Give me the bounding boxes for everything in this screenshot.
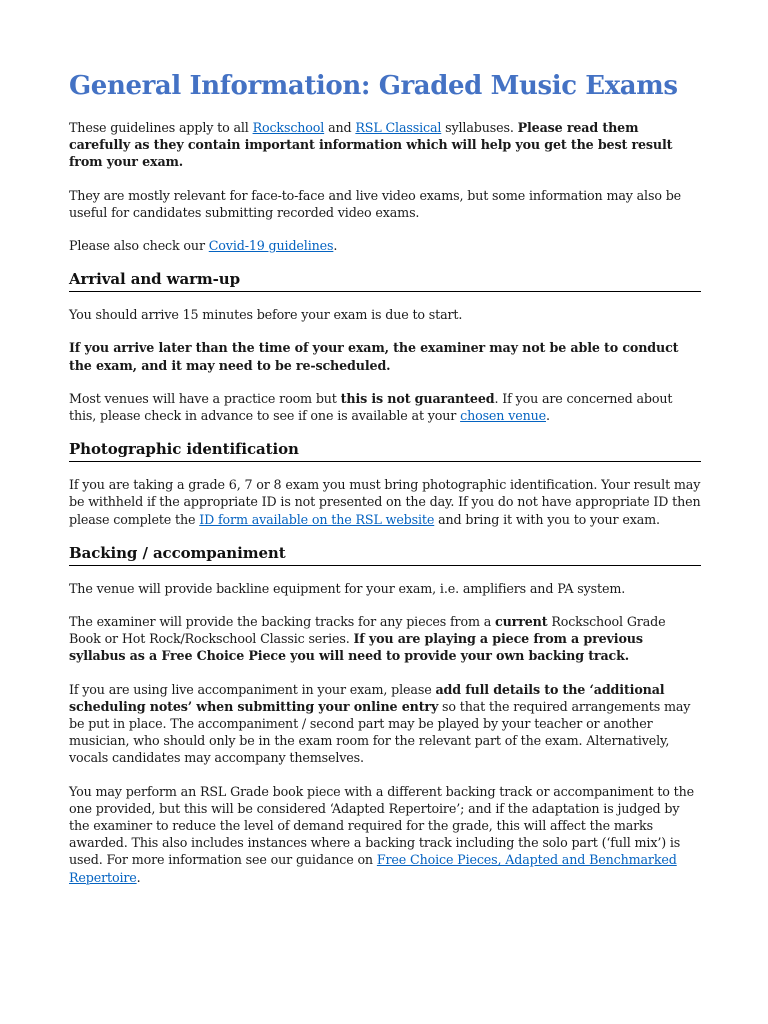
rsl-classical-link[interactable]: RSL Classical bbox=[355, 120, 442, 135]
section-heading-backing: Backing / accompaniment bbox=[69, 544, 701, 566]
text-run: . bbox=[136, 869, 141, 885]
text-run: The examiner will provide the backing tracks for any pieces from a bbox=[69, 614, 496, 630]
backing-paragraph-2 bbox=[69, 613, 701, 665]
bold-text: this is not guaranteed bbox=[340, 390, 495, 406]
text-run: . bbox=[545, 408, 550, 424]
bold-text: Please read them carefully as they contain important information which will help you get the best result from your exam. bbox=[69, 120, 673, 170]
text-run: Please also check our bbox=[69, 238, 209, 254]
section-heading-photo-id: Photographic identification bbox=[69, 440, 701, 462]
bold-text: current bbox=[495, 614, 548, 630]
backing-paragraph-3 bbox=[69, 681, 701, 767]
text-run: Rockschool Grade Book or Hot Rock/Rockschool Classic series. bbox=[69, 614, 666, 647]
backing-paragraph-4 bbox=[69, 783, 701, 886]
document-title: General Information: Graded Music Exams bbox=[69, 71, 678, 101]
text-run: If you are taking a grade 6, 7 or 8 exam you must bring photographic identification. Your result may be withheld if the appropriate ID is not presented on the day. If you do not have appropriate ID then please complete the bbox=[69, 477, 701, 527]
text-run: and bbox=[324, 120, 356, 135]
arrival-paragraph-3 bbox=[69, 390, 701, 424]
backing-paragraph-1: The venue will provide backline equipment for your exam, i.e. amplifiers and PA system. bbox=[69, 580, 626, 596]
text-run: syllabuses. bbox=[441, 120, 518, 135]
text-run: Most venues will have a practice room but bbox=[69, 390, 341, 406]
intro-paragraph-1 bbox=[69, 119, 701, 171]
text-run: You may perform an RSL Grade book piece with a different backing track or accompaniment to the one provided, but this will be considered ‘Adapted Repertoire’; and if the adaptation is judged by the examiner to reduce the level of demand required for the grade, this will affect the marks awarded. This also includes instances where a backing track including the solo part (‘full mix’) is used. For more information see our guidance on bbox=[69, 783, 695, 868]
text-run: and bring it with you to your exam. bbox=[434, 511, 660, 527]
bold-text: If you arrive later than the time of your exam, the examiner may not be able to conduct the exam, and it may need to be re-scheduled. bbox=[69, 340, 679, 373]
intro-paragraph-2: They are mostly relevant for face-to-face and live video exams, but some information may also be useful for candidates submitting recorded video exams. bbox=[69, 187, 682, 220]
covid-guidelines-link[interactable]: Covid-19 guidelines bbox=[208, 238, 334, 254]
free-choice-pieces-link[interactable]: Free Choice Pieces, Adapted and Benchmarked Repertoire bbox=[69, 852, 677, 885]
photo-id-paragraph-1 bbox=[69, 476, 701, 528]
bold-text: add full details to the ‘additional scheduling notes’ when submitting your online entry bbox=[69, 681, 665, 714]
arrival-paragraph-2 bbox=[69, 339, 701, 373]
intro-paragraph-3 bbox=[69, 237, 701, 254]
text-run: so that the required arrangements may be put in place. The accompaniment / second part may be played by your teacher or another musician, who should only be in the exam room for the relevant part of the exam. Alternatively, vocals candidates may accompany themselves. bbox=[69, 698, 691, 766]
section-heading-arrival: Arrival and warm-up bbox=[69, 270, 701, 292]
text-run: . bbox=[333, 238, 338, 254]
text-run: These guidelines apply to all bbox=[69, 120, 253, 135]
chosen-venue-link[interactable]: chosen venue bbox=[460, 408, 546, 424]
id-form-link[interactable]: ID form available on the RSL website bbox=[199, 511, 435, 527]
rockschool-link[interactable]: Rockschool bbox=[252, 120, 325, 135]
text-run: If you are using live accompaniment in your exam, please bbox=[69, 681, 436, 697]
text-run: . If you are concerned about this, please check in advance to see if one is available at your bbox=[69, 390, 673, 424]
arrival-paragraph-1: You should arrive 15 minutes before your exam is due to start. bbox=[69, 307, 463, 323]
document-content bbox=[69, 66, 701, 902]
bold-text: If you are playing a piece from a previous syllabus as a Free Choice Piece you will need to provide your own backing track. bbox=[69, 631, 643, 664]
